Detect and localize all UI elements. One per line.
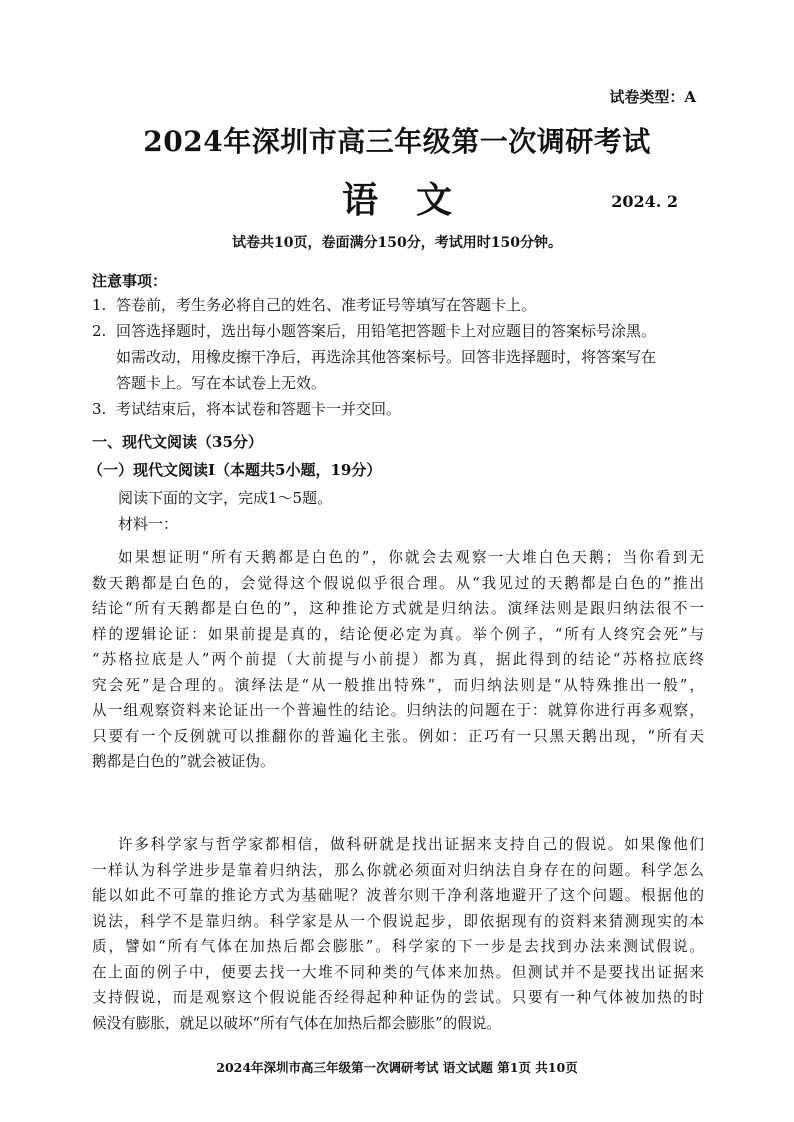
- note-item-2-cont: 如需改动，用橡皮擦干净后，再选涂其他答案标号。回答非选择题时，将答案写在: [116, 348, 657, 366]
- note-text: 回答选择题时，选出每小题答案后，用铅笔把答题卡上对应题目的答案标号涂黑。: [116, 322, 657, 340]
- text-line: 究会死”是合理的。演绎法是“从一般推出特殊”，而归纳法则是“从特殊推出一般”，: [92, 676, 704, 694]
- exam-date: 2024. 2: [611, 192, 678, 211]
- text-line: 结论“所有天鹅都是白色的”，这种推论方式就是归纳法。演绎法则是跟归纳法很不一: [92, 600, 704, 617]
- text-line: 数天鹅都是白色的，会觉得这个假说似乎很合理。从“我见过的天鹅都是白色的”推出: [92, 574, 704, 592]
- text-line: 样的逻辑论证：如果前提是真的，结论便必定为真。举个例子，“所有人终究会死”与: [92, 625, 704, 643]
- material-label: 材料一：: [118, 515, 179, 533]
- exam-title: 2024年深圳市高三年级第一次调研考试: [143, 125, 651, 158]
- page-footer: 2024年深圳市高三年级第一次调研考试 语文试题 第1页 共10页: [216, 1060, 578, 1075]
- text-line: 从一组观察资料来论证出一个普遍性的结论。归纳法的问题在于：就算你进行再多观察，: [92, 702, 704, 719]
- text-line: 一样认为科学进步是靠着归纳法，那么你就必须面对归纳法自身存在的问题。科学怎么: [92, 861, 704, 879]
- note-item-1: [92, 292, 536, 319]
- section-heading: 一、现代文阅读（35分）: [92, 433, 263, 451]
- note-text: 答卷前，考生务必将自己的姓名、准考证号等填写在答题卡上。: [116, 296, 537, 314]
- subsection-heading: （一）现代文阅读Ⅰ（本题共5小题，19分）: [88, 461, 382, 479]
- note-item-2: [92, 318, 656, 345]
- notes-title: 注意事项：: [92, 272, 168, 290]
- paragraph-2: [92, 832, 704, 1036]
- reading-instruction: 阅读下面的文字，完成1～5题。: [118, 489, 333, 507]
- text-line: 鹅都是白色的”就会被证伪。: [92, 753, 275, 770]
- note-item-3: [92, 396, 401, 423]
- text-line: 许多科学家与哲学家都相信，做科研就是找出证据来支持自己的假说。如果像他们: [118, 836, 704, 853]
- text-line: 在上面的例子中，便要去找一大堆不同种类的气体来加热。但测试并不是要找出证据来: [92, 963, 704, 981]
- note-number: 2.: [92, 322, 107, 340]
- text-line: 支持假说，而是观察这个假说能否经得起种种证伪的尝试。只要有一种气体被加热的时: [92, 989, 704, 1006]
- text-line: 能以如此不可靠的推论方式为基础呢？波普尔则干净利落地避开了这个问题。根据他的: [92, 887, 704, 904]
- text-line: 质，譬如“所有气体在加热后都会膨胀”。科学家的下一步是去找到办法来测试假说。: [92, 938, 704, 955]
- note-number: 1.: [92, 296, 107, 314]
- paper-type-label: 试卷类型：A: [609, 88, 696, 106]
- note-text: 考试结束后，将本试卷和答题卡一并交回。: [116, 400, 402, 418]
- text-line: 说法，科学不是靠归纳。科学家是从一个假说起步，即依据现有的资料来猜测现实的本: [92, 912, 704, 930]
- exam-info: 试卷共10页，卷面满分150分，考试用时150分钟。: [232, 235, 562, 251]
- text-line: 候没有膨胀，就足以破坏“所有气体在加热后都会膨胀”的假说。: [92, 1014, 501, 1032]
- note-item-2-cont: 答题卡上。写在本试卷上无效。: [116, 374, 327, 392]
- note-number: 3.: [92, 400, 107, 418]
- text-line: 如果想证明“所有天鹅都是白色的”，你就会去观察一大堆白色天鹅；当你看到无: [118, 549, 704, 566]
- text-line: 只要有一个反例就可以推翻你的普遍化主张。例如：正巧有一只黑天鹅出现，“所有天: [92, 727, 704, 745]
- subject-title: 语文: [341, 179, 490, 221]
- paragraph-1: [92, 545, 704, 775]
- text-line: “苏格拉底是人”两个前提（大前提与小前提）都为真，据此得到的结论“苏格拉底终: [92, 651, 704, 668]
